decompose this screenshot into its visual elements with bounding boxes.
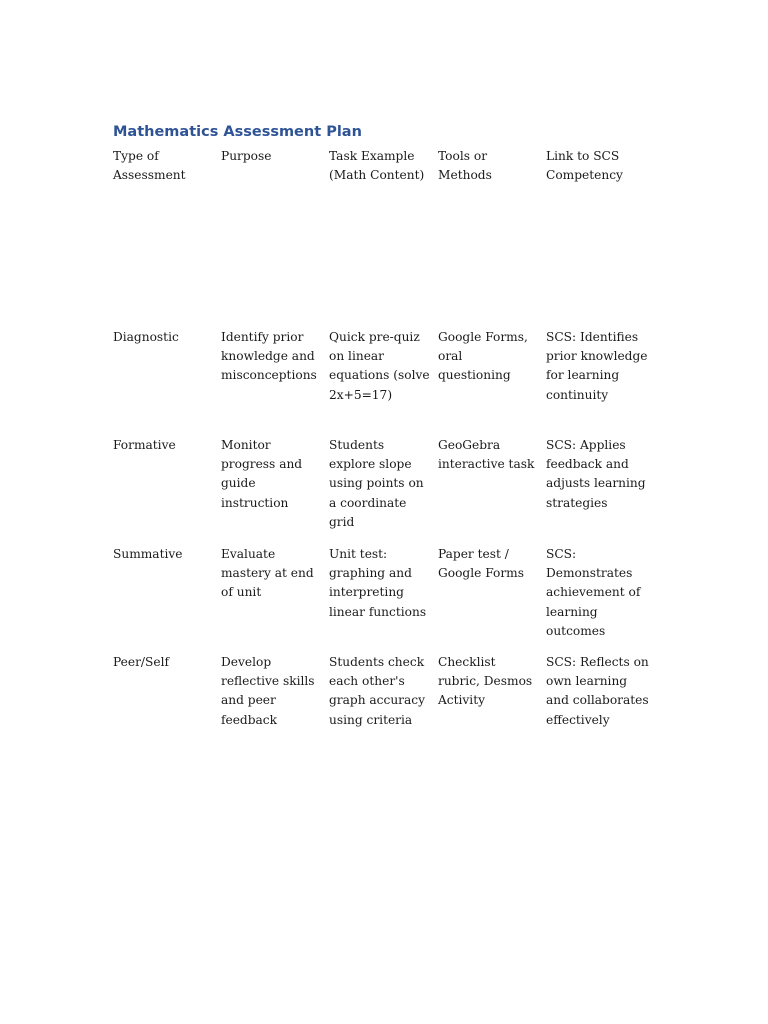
cell-purpose: Develop reflective skills and peer feedback [221,655,315,727]
table-row-peer-self [108,653,652,753]
table-header-row [108,147,652,328]
cell-tools: Paper test / Google Forms [438,547,524,581]
header-tools-or-methods: Tools or Methods [438,149,492,183]
cell-link: SCS: Reflects on own learning and collaborates effectively [546,655,649,727]
header-task-example: Task Example (Math Content) [329,149,425,183]
cell-task: Students explore slope using points on a coordinate grid [329,438,424,529]
header-purpose: Purpose [221,149,272,163]
cell-type: Formative [113,438,176,452]
cell-tools: Checklist rubric, Desmos Activity [438,655,533,708]
document-title: Mathematics Assessment Plan [113,124,362,140]
header-link-to-scs-competency: Link to SCS Competency [546,149,623,183]
table-row-summative [108,545,652,653]
cell-purpose: Monitor progress and guide instruction [221,438,303,510]
cell-link: SCS: Identifies prior knowledge for learning continuity [546,330,648,402]
cell-link: SCS: Demonstrates achievement of learning outcomes [546,547,641,638]
table-row-diagnostic [108,328,652,436]
cell-task: Students check each other's graph accuracy using criteria [329,655,425,727]
cell-link: SCS: Applies feedback and adjusts learning strategies [546,438,646,510]
cell-task: Quick pre-quiz on linear equations (solve 2x+5=17) [329,330,430,402]
cell-purpose: Evaluate mastery at end of unit [221,547,314,600]
table-row-formative [108,436,652,545]
cell-purpose: Identify prior knowledge and misconceptions [221,330,317,383]
assessment-plan-table [108,147,652,753]
cell-tools: GeoGebra interactive task [438,438,535,472]
cell-type: Peer/Self [113,655,169,669]
cell-type: Summative [113,547,183,561]
header-type-of-assessment: Type of Assessment [113,149,186,183]
cell-task: Unit test: graphing and interpreting linear functions [329,547,427,619]
cell-tools: Google Forms, oral questioning [438,330,528,383]
cell-type: Diagnostic [113,330,179,344]
